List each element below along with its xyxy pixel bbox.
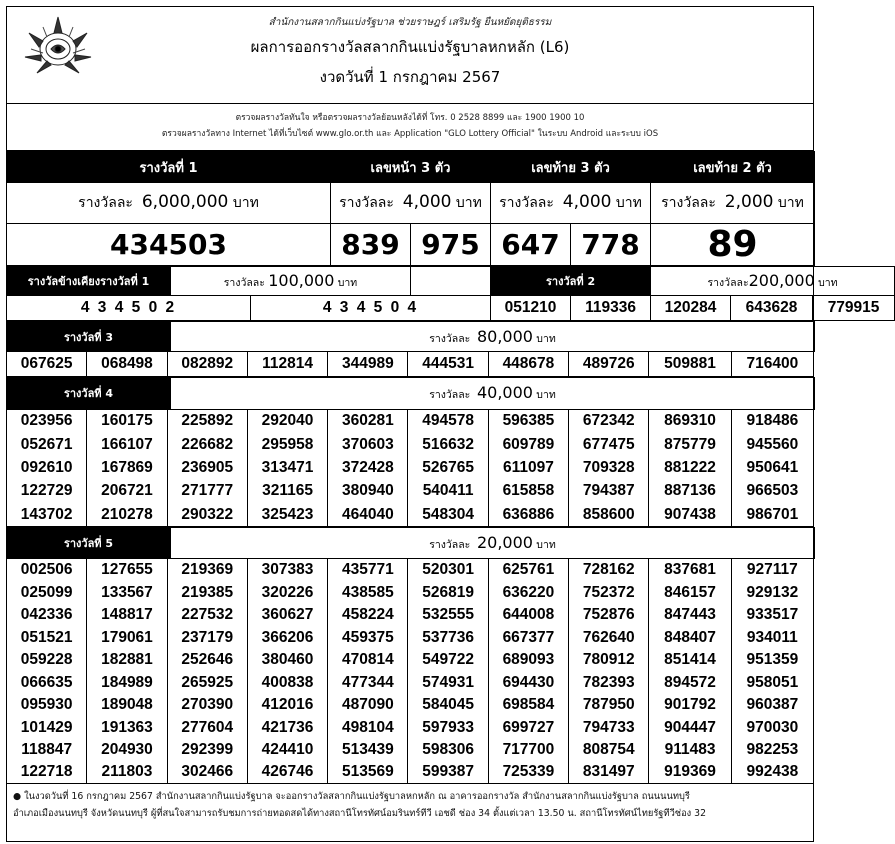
fifth-prize-number: 122718: [7, 761, 87, 784]
near-first-label: รางวัลข้างเคียงรางวัลที่ 1: [7, 267, 171, 296]
fifth-prize-number: 498104: [328, 716, 408, 739]
back2-amount: รางวัลละ 2,000 บาท: [651, 183, 815, 224]
fourth-prize-number: 464040: [328, 503, 408, 526]
fifth-prize-number: 752876: [569, 604, 649, 627]
third-prize-number: 067625: [7, 352, 87, 376]
fourth-prize-number: 092610: [7, 456, 87, 479]
fourth-prize-number: 325423: [247, 503, 327, 526]
near-first-number: 4 3 4 5 0 4: [251, 296, 491, 321]
fifth-prize-number: 513439: [328, 739, 408, 762]
next-draw-note: [7, 784, 813, 826]
fifth-prize-number: 101429: [7, 716, 87, 739]
first-prize-number: 434503: [7, 224, 331, 266]
fifth-prize-number: 520301: [408, 559, 488, 582]
fourth-prize-number: 677475: [569, 433, 649, 456]
fourth-prize-number: 494578: [408, 410, 488, 433]
fifth-prize-number: 025099: [7, 581, 87, 604]
fourth-prize-grid: [6, 410, 814, 527]
top-prizes-table: [6, 151, 815, 266]
fifth-prize-number: 412016: [247, 694, 327, 717]
fourth-prize-number: 295958: [247, 433, 327, 456]
second-prize-number: 779915: [813, 296, 895, 321]
fifth-prize-number: 270390: [167, 694, 247, 717]
prize-row: [7, 456, 814, 479]
fourth-prize-number: 292040: [247, 410, 327, 433]
fifth-prize-number: 227532: [167, 604, 247, 627]
fifth-prize-number: 599387: [408, 761, 488, 784]
check-info: [7, 110, 813, 151]
fourth-prize-header: [6, 377, 815, 410]
fourth-prize-number: 290322: [167, 503, 247, 526]
fifth-prize-number: 307383: [247, 559, 327, 582]
prize-row: [7, 604, 814, 627]
fifth-prize-number: 927117: [731, 559, 813, 582]
fourth-prize-number: 672342: [569, 410, 649, 433]
check-info-internet: ตรวจผลรางวัลทาง Internet ได้ที่เว็บไซต์ www.glo.or.th และ Application "GLO Lottery Official" ในระบบ Android และระบบ iOS: [161, 129, 659, 139]
fifth-prize-number: 191363: [87, 716, 167, 739]
fifth-prize-number: 302466: [167, 761, 247, 784]
fourth-prize-amount: รางวัลละ 40,000 บาท: [171, 377, 815, 409]
fifth-prize-number: 851414: [649, 649, 731, 672]
fifth-prize-number: 400838: [247, 671, 327, 694]
fifth-prize-number: 787950: [569, 694, 649, 717]
fifth-prize-number: 667377: [488, 626, 568, 649]
check-info-phone: ตรวจผลรางวัลทันใจ หรือตรวจผลรางวัลย้อนหลังได้ที่ โทร. 0 2528 8899 และ 1900 1900 10: [235, 113, 585, 123]
prize-row: [7, 352, 814, 376]
fourth-prize-number: 370603: [328, 433, 408, 456]
fifth-prize-number: 794733: [569, 716, 649, 739]
prize-row: [7, 433, 814, 456]
third-prize-number: 448678: [488, 352, 568, 376]
agency-motto: สำนักงานสลากกินแบ่งรัฐบาล ช่วยราษฎร์ เสริมรัฐ ยืนหยัดยุติธรรม: [268, 17, 552, 28]
fifth-prize-header: [6, 527, 815, 559]
fifth-prize-grid: [6, 559, 814, 785]
fourth-prize-number: 122729: [7, 480, 87, 503]
front3-number: 975: [411, 224, 491, 266]
front3-number: 839: [331, 224, 411, 266]
third-prize-number: 716400: [731, 352, 813, 376]
fifth-prize-number: 179061: [87, 626, 167, 649]
fourth-prize-number: 950641: [731, 456, 813, 479]
prize-row: [7, 739, 814, 762]
fifth-prize-number: 133567: [87, 581, 167, 604]
fifth-prize-number: 992438: [731, 761, 813, 784]
fifth-prize-number: 598306: [408, 739, 488, 762]
fourth-prize-number: 143702: [7, 503, 87, 526]
fifth-prize-number: 438585: [328, 581, 408, 604]
fifth-prize-number: 894572: [649, 671, 731, 694]
second-prize-number: 643628: [731, 296, 813, 321]
fifth-prize-number: 470814: [328, 649, 408, 672]
fourth-prize-label: รางวัลที่ 4: [7, 377, 171, 409]
fifth-prize-number: 532555: [408, 604, 488, 627]
prize-row: [7, 581, 814, 604]
fifth-prize-number: 848407: [649, 626, 731, 649]
fourth-prize-number: 966503: [731, 480, 813, 503]
front3-amount: รางวัลละ 4,000 บาท: [331, 183, 491, 224]
fourth-prize-number: 052671: [7, 433, 87, 456]
fourth-prize-number: 313471: [247, 456, 327, 479]
fifth-prize-number: 929132: [731, 581, 813, 604]
fifth-prize-number: 780912: [569, 649, 649, 672]
fourth-prize-number: 636886: [488, 503, 568, 526]
first-prize-label: รางวัลที่ 1: [7, 152, 331, 183]
fourth-prize-number: 858600: [569, 503, 649, 526]
second-prize-number: 119336: [571, 296, 651, 321]
fifth-prize-number: 059228: [7, 649, 87, 672]
fifth-prize-number: 752372: [569, 581, 649, 604]
fifth-prize-number: 537736: [408, 626, 488, 649]
third-prize-number: 344989: [328, 352, 408, 376]
near-first-amount: รางวัลละ 100,000 บาท: [171, 267, 411, 296]
fourth-prize-number: 321165: [247, 480, 327, 503]
fifth-prize-number: 933517: [731, 604, 813, 627]
fifth-prize-number: 549722: [408, 649, 488, 672]
fourth-prize-number: 271777: [167, 480, 247, 503]
fifth-prize-number: 184989: [87, 671, 167, 694]
lottery-result-sheet: [6, 6, 880, 842]
fifth-prize-number: 958051: [731, 671, 813, 694]
fourth-prize-number: 360281: [328, 410, 408, 433]
fifth-prize-number: 219385: [167, 581, 247, 604]
fifth-prize-number: 934011: [731, 626, 813, 649]
back3-number: 647: [491, 224, 571, 266]
fifth-prize-number: 424410: [247, 739, 327, 762]
fourth-prize-number: 794387: [569, 480, 649, 503]
fifth-prize-number: 782393: [569, 671, 649, 694]
fourth-prize-number: 236905: [167, 456, 247, 479]
fifth-prize-number: 919369: [649, 761, 731, 784]
fifth-prize-number: 066635: [7, 671, 87, 694]
fourth-prize-number: 166107: [87, 433, 167, 456]
first-prize-amount: รางวัลละ 6,000,000 บาท: [7, 183, 331, 224]
fifth-prize-number: 644008: [488, 604, 568, 627]
fifth-prize-number: 477344: [328, 671, 408, 694]
fourth-prize-number: 615858: [488, 480, 568, 503]
fifth-prize-number: 435771: [328, 559, 408, 582]
third-prize-number: 068498: [87, 352, 167, 376]
fifth-prize-number: 584045: [408, 694, 488, 717]
prize-row: [7, 649, 814, 672]
fifth-prize-number: 095930: [7, 694, 87, 717]
fifth-prize-number: 960387: [731, 694, 813, 717]
fifth-prize-number: 725339: [488, 761, 568, 784]
fifth-prize-number: 526819: [408, 581, 488, 604]
fifth-prize-number: 597933: [408, 716, 488, 739]
fourth-prize-number: 945560: [731, 433, 813, 456]
prize-row: [7, 626, 814, 649]
back2-label: เลขท้าย 2 ตัว: [651, 152, 815, 183]
prize-row: [7, 694, 814, 717]
fifth-prize-number: 002506: [7, 559, 87, 582]
third-prize-number: 489726: [569, 352, 649, 376]
fourth-prize-number: 548304: [408, 503, 488, 526]
fifth-prize-number: 846157: [649, 581, 731, 604]
fourth-prize-number: 167869: [87, 456, 167, 479]
second-prize-number: 120284: [651, 296, 731, 321]
third-prize-amount: รางวัลละ 80,000 บาท: [171, 322, 815, 352]
page-title: ผลการออกรางวัลสลากกินแบ่งรัฐบาลหกหลัก (L6): [250, 38, 570, 56]
fifth-prize-number: 699727: [488, 716, 568, 739]
fourth-prize-number: 540411: [408, 480, 488, 503]
third-prize-number: 112814: [247, 352, 327, 376]
fourth-prize-number: 206721: [87, 480, 167, 503]
fifth-prize-number: 211803: [87, 761, 167, 784]
fourth-prize-number: 160175: [87, 410, 167, 433]
third-prize-label: รางวัลที่ 3: [7, 322, 171, 352]
third-prize-number: 509881: [649, 352, 731, 376]
fifth-prize-number: 219369: [167, 559, 247, 582]
fifth-prize-number: 459375: [328, 626, 408, 649]
fourth-prize-number: 887136: [649, 480, 731, 503]
prize-row: [7, 503, 814, 526]
fourth-prize-number: 226682: [167, 433, 247, 456]
fifth-prize-number: 366206: [247, 626, 327, 649]
fifth-prize-number: 421736: [247, 716, 327, 739]
fifth-prize-number: 292399: [167, 739, 247, 762]
fifth-prize-number: 513569: [328, 761, 408, 784]
fifth-prize-amount: รางวัลละ 20,000 บาท: [171, 527, 815, 558]
prize-row: [7, 559, 814, 582]
second-prize-label: รางวัลที่ 2: [491, 267, 651, 296]
fourth-prize-number: 516632: [408, 433, 488, 456]
fifth-prize-number: 831497: [569, 761, 649, 784]
fourth-prize-number: 907438: [649, 503, 731, 526]
draw-date: งวดวันที่ 1 กรกฎาคม 2567: [319, 68, 501, 86]
next-draw-note-line: อำเภอเมืองนนทบุรี จังหวัดนนทบุรี ผู้ที่สนใจสามารถรับชมการถ่ายทอดสดได้ทางสถานีโทรทัศน์อมรินทร์ทีวี เอชดี ช่อง 34 ตั้งแต่เวลา 13.50 น. สถานีโทรทัศน์ไทยรัฐทีวีช่อง 32: [13, 808, 707, 820]
fifth-prize-number: 970030: [731, 716, 813, 739]
header: [7, 7, 813, 104]
fifth-prize-number: 689093: [488, 649, 568, 672]
third-prize-grid: [6, 352, 814, 377]
near-first-number: 4 3 4 5 0 2: [7, 296, 251, 321]
fourth-prize-number: 611097: [488, 456, 568, 479]
fifth-prize-number: 487090: [328, 694, 408, 717]
near-and-second-table: [6, 266, 895, 321]
fifth-prize-number: 380460: [247, 649, 327, 672]
third-prize-header: [6, 321, 815, 352]
fourth-prize-number: 526765: [408, 456, 488, 479]
fifth-prize-number: 847443: [649, 604, 731, 627]
fifth-prize-number: 717700: [488, 739, 568, 762]
fourth-prize-number: 225892: [167, 410, 247, 433]
fourth-prize-number: 609789: [488, 433, 568, 456]
fifth-prize-number: 698584: [488, 694, 568, 717]
fifth-prize-number: 728162: [569, 559, 649, 582]
fifth-prize-number: 625761: [488, 559, 568, 582]
fourth-prize-number: 596385: [488, 410, 568, 433]
fifth-prize-number: 574931: [408, 671, 488, 694]
fifth-prize-number: 762640: [569, 626, 649, 649]
second-prize-number: 051210: [491, 296, 571, 321]
next-draw-note-line: ● ในงวดวันที่ 16 กรกฎาคม 2567 สำนักงานสลากกินแบ่งรัฐบาล จะออกรางวัลสลากกินแบ่งรัฐบาลหกหลัก ณ อาคารออกรางวัล สำนักงานสลากกินแบ่งรัฐบาล ถนนนนทบุรี: [13, 791, 690, 803]
fifth-prize-number: 636220: [488, 581, 568, 604]
fifth-prize-number: 051521: [7, 626, 87, 649]
fourth-prize-number: 869310: [649, 410, 731, 433]
fifth-prize-number: 189048: [87, 694, 167, 717]
fourth-prize-number: 210278: [87, 503, 167, 526]
fifth-prize-number: 127655: [87, 559, 167, 582]
fifth-prize-number: 204930: [87, 739, 167, 762]
prize-row: [7, 410, 814, 433]
third-prize-number: 082892: [167, 352, 247, 376]
fifth-prize-number: 911483: [649, 739, 731, 762]
fourth-prize-number: 918486: [731, 410, 813, 433]
fifth-prize-number: 901792: [649, 694, 731, 717]
back3-number: 778: [571, 224, 651, 266]
fourth-prize-number: 023956: [7, 410, 87, 433]
prize-row: [7, 716, 814, 739]
fourth-prize-number: 372428: [328, 456, 408, 479]
fourth-prize-number: 380940: [328, 480, 408, 503]
fifth-prize-number: 837681: [649, 559, 731, 582]
third-prize-number: 444531: [408, 352, 488, 376]
fourth-prize-number: 986701: [731, 503, 813, 526]
fifth-prize-number: 118847: [7, 739, 87, 762]
fifth-prize-label: รางวัลที่ 5: [7, 527, 171, 558]
spacer: [411, 267, 491, 296]
fourth-prize-number: 881222: [649, 456, 731, 479]
fifth-prize-number: 426746: [247, 761, 327, 784]
fifth-prize-number: 277604: [167, 716, 247, 739]
fifth-prize-number: 904447: [649, 716, 731, 739]
fourth-prize-number: 709328: [569, 456, 649, 479]
back2-number: 89: [651, 224, 815, 266]
fifth-prize-number: 320226: [247, 581, 327, 604]
fifth-prize-number: 694430: [488, 671, 568, 694]
fifth-prize-number: 182881: [87, 649, 167, 672]
prize-row: [7, 480, 814, 503]
back3-label: เลขท้าย 3 ตัว: [491, 152, 651, 183]
prize-row: [7, 671, 814, 694]
fifth-prize-number: 458224: [328, 604, 408, 627]
fifth-prize-number: 982253: [731, 739, 813, 762]
fifth-prize-number: 951359: [731, 649, 813, 672]
fifth-prize-number: 808754: [569, 739, 649, 762]
front3-label: เลขหน้า 3 ตัว: [331, 152, 491, 183]
second-prize-amount: รางวัลละ200,000 บาท: [651, 267, 895, 296]
back3-amount: รางวัลละ 4,000 บาท: [491, 183, 651, 224]
fifth-prize-number: 148817: [87, 604, 167, 627]
fourth-prize-number: 875779: [649, 433, 731, 456]
fifth-prize-number: 237179: [167, 626, 247, 649]
prize-row: [7, 761, 814, 784]
fifth-prize-number: 360627: [247, 604, 327, 627]
fifth-prize-number: 042336: [7, 604, 87, 627]
fifth-prize-number: 265925: [167, 671, 247, 694]
fifth-prize-number: 252646: [167, 649, 247, 672]
